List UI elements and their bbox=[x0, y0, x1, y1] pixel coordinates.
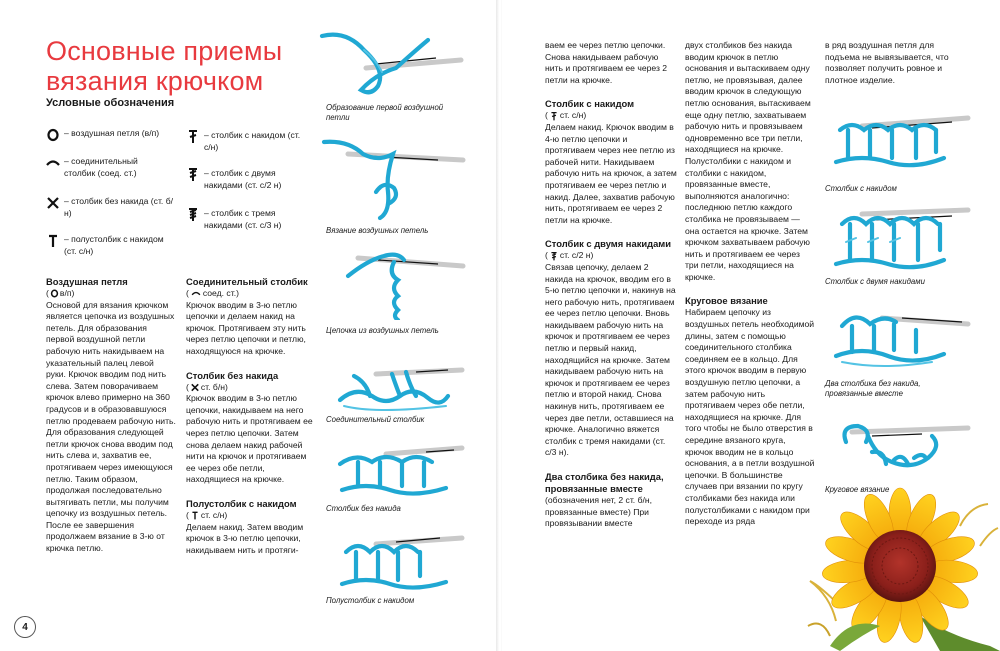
left-page bbox=[0, 0, 498, 651]
treble-crochet-symbol-icon bbox=[549, 252, 559, 261]
single-crochet-symbol-icon bbox=[46, 196, 60, 210]
slip-stitch-diagram bbox=[336, 356, 466, 414]
legend-heading: Условные обозначения bbox=[46, 97, 175, 109]
treble-crochet-diagram bbox=[832, 204, 972, 276]
half-double-diagram bbox=[336, 530, 466, 594]
half-double-symbol-icon bbox=[46, 234, 60, 248]
section-body: двух столбиков без накида вводим крючок в петлю основания и вытаскиваем одну петлю, не провязывая, далее вводим крючок в следующую петлю основания, вытаскиваем еще одну петлю, захватываем рабочую нить и провязываем одновременно все три петли, находящиеся на крючке. Полустолбики с накидом и столбики с накидом, провязанные вместе, выполняются аналогично: последнюю петлю каждого столбика не провязываем — она остается на крючке. Затем крючком захватываем рабочую нить и протягиваем ее через три петли, находящиеся на крючке. bbox=[685, 40, 811, 282]
right-page bbox=[502, 0, 1000, 651]
double-crochet-diagram bbox=[832, 112, 972, 176]
slip-stitch-symbol-icon bbox=[46, 156, 60, 170]
double-crochet-symbol-icon bbox=[549, 112, 559, 121]
chain-loops-diagram bbox=[318, 132, 468, 222]
section-notation: ( соед. ст.) bbox=[186, 288, 239, 298]
diagram-caption: Столбик с накидом bbox=[825, 184, 897, 193]
single-crochet-diagram bbox=[336, 438, 466, 500]
diagram-caption: Столбик без накида bbox=[326, 504, 401, 513]
section-heading: Полустолбик с накидом bbox=[186, 497, 297, 509]
legend-item-half-double: – полустолбик с накидом (ст. с/н) bbox=[46, 234, 176, 257]
section-body: Крючок вводим в 3-ю петлю цепочки и делаем накид на крючок. Протягиваем эту нить через петлю цепочки и петлю, находящуюся на крючке. bbox=[186, 299, 306, 356]
first-loop-diagram bbox=[316, 30, 466, 100]
air-loop-symbol-icon bbox=[46, 128, 60, 142]
crochet-sunflower-image bbox=[800, 486, 1000, 651]
diagram-caption: Цепочка из воздушных петель bbox=[326, 326, 439, 335]
diagram-caption: Два столбика без накида, провязанные вместе bbox=[825, 379, 921, 398]
chain-of-air-loops-diagram bbox=[318, 240, 468, 320]
diagram-caption: Столбик с двумя накидами bbox=[825, 277, 925, 286]
section-heading: Два столбика без накида, провязанные вместе bbox=[545, 471, 664, 494]
page-title: Основные приемы вязания крючком bbox=[46, 36, 283, 96]
round-knitting-diagram bbox=[832, 412, 972, 482]
section-heading: Соединительный столбик bbox=[186, 276, 308, 287]
section-body: Делаем накид. Затем вводим крючок в 3-ю петлю цепочки, накидываем нить и протяги- bbox=[186, 521, 304, 555]
single-crochet-symbol-icon bbox=[190, 383, 200, 392]
section-notation: ( в/п) bbox=[46, 288, 75, 298]
right-col1 bbox=[545, 40, 677, 530]
right-col3 bbox=[825, 40, 955, 86]
slip-stitch-section bbox=[186, 276, 314, 556]
section-body: Связав цепочку, делаем 2 накида на крючок, вводим его в 5-ю петлю цепочки и, накинув на него рабочую нить, протягиваем ее через петлю цепочки. Вновь накидываем рабочую нить на крючок и протягиваем ее через петлю и первый накид, находящийся на крючке. Затем накидываем рабочую нить на крючок и протягиваем ее через петлю и второй накид. Снова накинув нить, протягиваем ее через две петли, оставшиеся на крючке. Аналогично вяжется столбик с тремя накидами (ст. с/3 н). bbox=[545, 261, 676, 458]
section-body: Крючок вводим в 3-ю петлю цепочки, накидываем на него рабочую нить и протягиваем ее через петлю цепочки. Затем снова делаем накид рабочей нити на крючок и протягиваем ее через обе петли, находящиеся на крючке. bbox=[186, 393, 313, 485]
continued-text: ваем ее через петлю цепочки. Снова накидываем рабочую нить и протягиваем ее через 2 петли на крючке. bbox=[545, 40, 668, 85]
section-heading: Столбик с двумя накидами bbox=[545, 238, 672, 250]
section-heading: Воздушная петля bbox=[46, 276, 128, 287]
right-col2 bbox=[685, 40, 815, 528]
double-treble-symbol-icon bbox=[186, 208, 200, 222]
section-heading: Столбик без накида bbox=[186, 369, 279, 381]
diagram-caption: Вязание воздушных петель bbox=[326, 226, 429, 235]
section-body: (обозначения нет, 2 ст. б/н, провязанные вместе) При провязывании вместе bbox=[545, 495, 653, 529]
legend-item-double-crochet: – столбик с накидом (ст. с/н) bbox=[186, 130, 316, 153]
section-body: Основой для вязания крючком является цепочка из воздушных петель. Для образования первой воздушной петли рабочую нить накидываем на указательный палец левой руки. Крючок вводим под нить слева. Затем поворачиваем крючок влево примерно на 360 градусов и в образовавшуюся петлю продеваем рабочую нить. Для образования следующей петли крючок снова вводим под нить слева и, захватив ее, протягиваем через имеющуюся петлю. Таким образом, продолжая последовательно вытягивать петли, мы получим цепочку из воздушных петель. После ее завершения продолжаем вязание в 3-ю от крючка петлю. bbox=[46, 299, 176, 554]
slip-stitch-symbol-icon bbox=[190, 289, 202, 298]
legend-item-slip-stitch: – соединительный столбик (соед. ст.) bbox=[46, 156, 176, 179]
half-double-symbol-icon bbox=[190, 511, 200, 520]
section-body: Делаем накид. Крючок вводим в 4-ю петлю цепочки и протягиваем через нее петлю из рабочей нити. Накидываем рабочую нить на крючок, а затем протягиваем ее через петлю и накид. Далее, захватив рабочую нить, протягиваем ее через 2 петли на крючке. bbox=[545, 121, 677, 225]
section-body: Набираем цепочку из воздушных петель необходимой длины, затем с помощью соединительного столбика соединяем ее в кольцо. Для этого крючок вводим в первую воздушную петлю цепочки, а затем рабочую нить протягиваем через обе петли, находящиеся на крючке. Для того чтобы не было отверстия в середине вязаного круга, крючок вводим не в кольцо основания, а в петли воздушной цепочки. В большинстве случаев при вязании по кругу столбиками без накида или полустолбиками с накидом при переходе из ряда bbox=[685, 307, 815, 527]
diagram-caption: Круговое вязание bbox=[825, 485, 890, 494]
section-notation: ( ст. с/н) bbox=[186, 509, 228, 520]
section-heading: Столбик с накидом bbox=[545, 98, 635, 110]
section-notation: ( ст. б/н) bbox=[186, 381, 228, 392]
section-body: в ряд воздушная петля для подъема не вывязывается, что позволяет получить ровное и плотное изделие. bbox=[825, 40, 949, 85]
diagram-caption: Образование первой воздушной петли bbox=[326, 103, 444, 122]
legend-item-treble: – столбик с двумя накидами (ст. с/2 н) bbox=[186, 168, 316, 191]
double-crochet-symbol-icon bbox=[186, 130, 200, 144]
diagram-caption: Соединительный столбик bbox=[326, 415, 425, 424]
two-sc-together-diagram bbox=[832, 300, 972, 372]
air-loop-symbol-icon bbox=[50, 289, 59, 298]
legend-item-double-treble: – столбик с тремя накидами (ст. с/3 н) bbox=[186, 208, 316, 231]
section-heading: Круговое вязание bbox=[685, 295, 768, 307]
page-number: 4 bbox=[14, 616, 36, 638]
section-notation: ( ст. с/2 н) bbox=[545, 250, 594, 261]
air-loop-section bbox=[46, 276, 176, 555]
section-notation: ( ст. с/н) bbox=[545, 110, 587, 121]
legend-item-air-loop: – воздушная петля (в/п) bbox=[46, 128, 176, 142]
legend-item-single-crochet: – столбик без накида (ст. б/н) bbox=[46, 196, 176, 219]
treble-crochet-symbol-icon bbox=[186, 168, 200, 182]
diagram-caption: Полустолбик с накидом bbox=[326, 596, 415, 605]
